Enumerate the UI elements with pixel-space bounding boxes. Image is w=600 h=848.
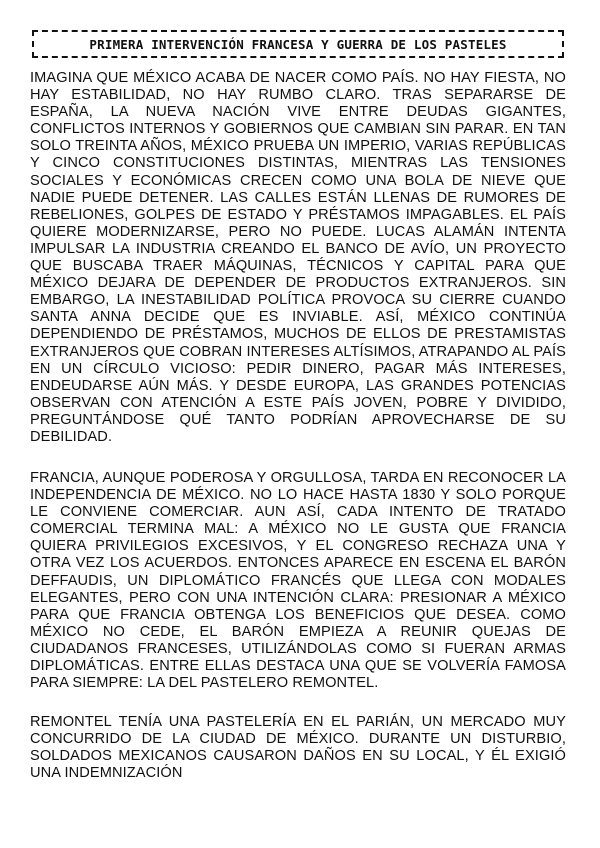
page-title: PRIMERA INTERVENCIÓN FRANCESA Y GUERRA DE LOS PASTELES [89,36,507,52]
title-box [32,30,564,58]
paragraph-3: REMONTEL TENÍA UNA PASTELERÍA EN EL PARIÁN, UN MERCADO MUY CONCURRIDO DE LA CIUDAD DE MÉXICO. DURANTE UN DISTURBIO, SOLDADOS MEXICANOS CAUSARON DAÑOS EN SU LOCAL, Y ÉL EXIGIÓ UNA INDEMNIZACIÓN [30,714,566,782]
paragraph-2: FRANCIA, AUNQUE PODEROSA Y ORGULLOSA, TARDA EN RECONOCER LA INDEPENDENCIA DE MÉXICO. NO LO HACE HASTA 1830 Y SOLO PORQUE LE CONVIENE COMERCIAR. AUN ASÍ, CADA INTENTO DE TRATADO COMERCIAL TERMINA MAL: A MÉXICO NO LE GUSTA QUE FRANCIA QUIERA PRIVILEGIOS EXCESIVOS, Y EL CONGRESO RECHAZA UNA Y OTRA VEZ LOS ACUERDOS. ENTONCES APARECE EN ESCENA EL BARÓN DEFFAUDIS, UN DIPLOMÁTICO FRANCÉS QUE LLEGA CON MODALES ELEGANTES, PERO CON UNA INTENCIÓN CLARA: PRESIONAR A MÉXICO PARA QUE FRANCIA OBTENGA LOS BENEFICIOS QUE DESEA. COMO MÉXICO NO CEDE, EL BARÓN EMPIEZA A REUNIR QUEJAS DE CIUDADANOS FRANCESES, UTILIZÁNDOLAS COMO SI FUERAN ARMAS DIPLOMÁTICAS. ENTRE ELLAS DESTACA UNA QUE SE VOLVERÍA FAMOSA PARA SIEMPRE: LA DEL PASTELERO REMONTEL. [30,470,566,692]
paragraph-1: IMAGINA QUE MÉXICO ACABA DE NACER COMO PAÍS. NO HAY FIESTA, NO HAY ESTABILIDAD, NO HAY RUMBO CLARO. TRAS SEPARARSE DE ESPAÑA, LA NUEVA NACIÓN VIVE ENTRE DEUDAS GIGANTES, CONFLICTOS INTERNOS Y GOBIERNOS QUE CAMBIAN SIN PARAR. EN TAN SOLO TREINTA AÑOS, MÉXICO PRUEBA UN IMPERIO, VARIAS REPÚBLICAS Y CINCO CONSTITUCIONES DISTINTAS, MIENTRAS LAS TENSIONES SOCIALES Y ECONÓMICAS CRECEN COMO UNA BOLA DE NIEVE QUE NADIE PUEDE DETENER. LAS CALLES ESTÁN LLENAS DE RUMORES DE REBELIONES, GOLPES DE ESTADO Y PRÉSTAMOS IMPAGABLES. EL PAÍS QUIERE MODERNIZARSE, PERO NO PUEDE. LUCAS ALAMÁN INTENTA IMPULSAR LA INDUSTRIA CREANDO EL BANCO DE AVÍO, UN PROYECTO QUE BUSCABA TRAER MÁQUINAS, TÉCNICOS Y CAPITAL PARA QUE MÉXICO DEJARA DE DEPENDER DE PRODUCTOS EXTRANJEROS. SIN EMBARGO, LA INESTABILIDAD POLÍTICA PROVOCA SU CIERRE CUANDO SANTA ANNA DECIDE QUE ES INVIABLE. ASÍ, MÉXICO CONTINÚA DEPENDIENDO DE PRÉSTAMOS, MUCHOS DE ELLOS DE PRESTAMISTAS EXTRANJEROS QUE COBRAN INTERESES ALTÍSIMOS, ATRAPANDO AL PAÍS EN UN CÍRCULO VICIOSO: PEDIR DINERO, PAGAR MÁS INTERESES, ENDEUDARSE AÚN MÁS. Y DESDE EUROPA, LAS GRANDES POTENCIAS OBSERVAN CON ATENCIÓN A ESTE PAÍS JOVEN, POBRE Y DIVIDIDO, PREGUNTÁNDOSE QUÉ TANTO PODRÍAN APROVECHARSE DE SU DEBILIDAD. [30,70,566,445]
